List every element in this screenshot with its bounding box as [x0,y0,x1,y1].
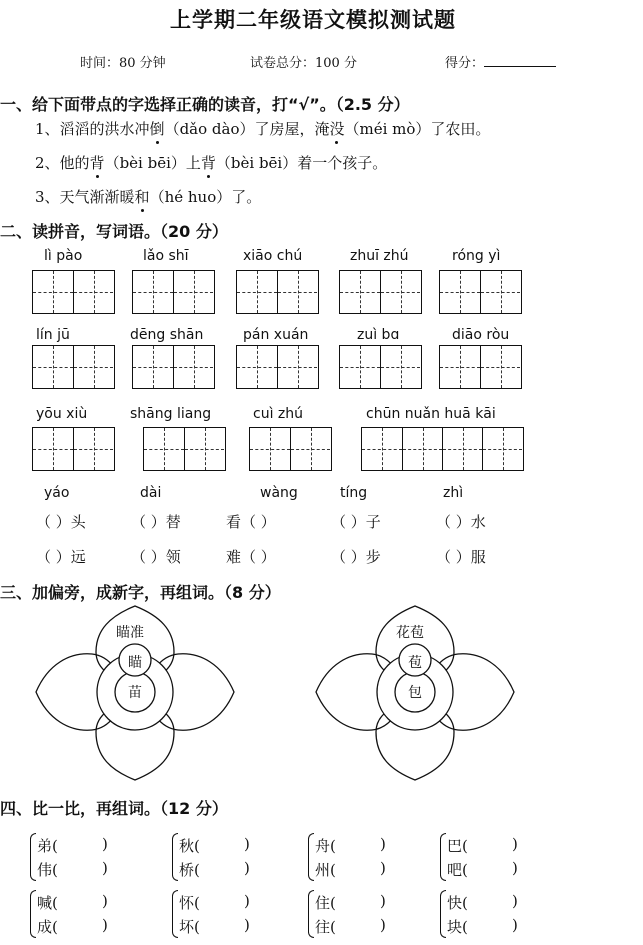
pinyin-label: lǎo shī [143,248,189,264]
q3-text-c: （hé huo）了。 [149,188,262,206]
flower-middle-char: 瞄 [128,655,142,671]
pinyin-label: chūn nuǎn huā kāi [366,406,496,422]
answer-blank[interactable]: ) [244,892,250,910]
compare-char: 住( [315,894,336,912]
pinyin-label: wàng [260,485,298,501]
brace-bracket [308,890,314,938]
flower-petal-word: 花苞 [396,625,424,641]
answer-blank[interactable]: ) [102,892,108,910]
brace-bracket [440,833,446,881]
brace-bracket [30,890,36,938]
pinyin-label: shāng liang [130,406,212,422]
q1-text-a: 1、滔滔的洪水冲 [35,120,150,138]
answer-blank[interactable]: ) [512,835,518,853]
writing-grid[interactable] [339,270,422,314]
section-1-heading: 一、给下面带点的字选择正确的读音，打“√”。（2.5 分） [0,95,410,114]
answer-blank[interactable]: ) [380,859,386,877]
writing-grid[interactable] [249,427,332,471]
q2-text-a: 2、他的 [35,154,90,172]
writing-grid[interactable] [236,345,319,389]
pinyin-label: zhuī zhú [350,248,409,264]
compare-char: 往( [315,918,336,936]
answer-blank[interactable]: ) [512,892,518,910]
question-1-1 [35,118,490,139]
answer-blank[interactable]: ) [102,916,108,934]
writing-grid[interactable] [32,427,115,471]
compare-char: 喊( [37,894,58,912]
fill-blank[interactable]: 难（ ） [226,548,276,566]
time-label: 时间：80 分钟 [80,56,166,71]
answer-blank[interactable]: ) [512,916,518,934]
compare-char: 吧( [447,861,468,879]
q2-text-b: （bèi bēi）上 [104,154,201,172]
writing-grid[interactable] [236,270,319,314]
pinyin-label: lín jū [36,327,70,343]
score-text: 得分： [445,56,485,71]
pinyin-label: yōu xiù [36,406,88,422]
section-2-heading: 二、读拼音，写词语。（20 分） [0,222,228,241]
answer-blank[interactable]: ) [380,916,386,934]
brace-bracket [172,833,178,881]
answer-blank[interactable]: ) [244,916,250,934]
flower-middle-char: 苞 [408,655,422,671]
question-1-3 [35,186,261,207]
flower-center-char: 苗 [128,685,142,701]
writing-grid[interactable] [32,345,115,389]
fill-blank[interactable]: （ ）子 [331,513,381,531]
q1-text-b: （dǎo dào）了房屋，淹 [164,120,330,138]
brace-bracket [440,890,446,938]
q1-dotted-char-1: 倒 [149,120,165,138]
pinyin-label: zhì [443,485,464,501]
page-title: 上学期二年级语文模拟测试题 [170,8,456,32]
pinyin-label: lì pào [44,248,83,264]
flower-center-char: 包 [408,685,422,701]
section-3-heading: 三、加偏旁，成新字，再组词。（8 分） [0,583,281,602]
compare-char: 快( [447,894,468,912]
pinyin-label: xiāo chú [243,248,303,264]
pinyin-label: róng yì [452,248,501,264]
compare-char: 州( [315,861,336,879]
writing-grid[interactable] [132,345,215,389]
writing-grid[interactable] [143,427,226,471]
compare-char: 坏( [179,918,200,936]
q1-dotted-char-2: 没 [329,120,345,138]
pinyin-label: zuì bɑ [357,327,400,343]
writing-grid[interactable] [439,345,522,389]
question-1-2 [35,152,387,173]
pinyin-label: diāo ròu [452,327,510,343]
flower-petal-word: 瞄准 [116,625,144,641]
pinyin-label: dēng shān [130,327,204,343]
q2-dotted-char-1: 背 [89,154,105,172]
compare-char: 桥( [179,861,200,879]
pinyin-label: cuì zhú [253,406,304,422]
answer-blank[interactable]: ) [244,835,250,853]
writing-grid[interactable] [339,345,422,389]
section-4-heading: 四、比一比，再组词。（12 分） [0,799,228,818]
writing-grid[interactable] [132,270,215,314]
fill-blank[interactable]: 看（ ） [226,513,276,531]
fill-blank[interactable]: （ ）步 [331,548,381,566]
brace-bracket [30,833,36,881]
compare-char: 成( [37,918,58,936]
q2-dotted-char-2: 背 [200,154,216,172]
compare-char: 秋( [179,837,200,855]
pinyin-label: pán xuán [243,327,309,343]
fill-blank[interactable]: （ ）服 [436,548,486,566]
answer-blank[interactable]: ) [244,859,250,877]
fill-blank[interactable]: （ ）水 [436,513,486,531]
total-score-label: 试卷总分：100 分 [250,56,357,71]
compare-char: 块( [447,918,468,936]
writing-grid[interactable] [439,270,522,314]
fill-blank[interactable]: （ ）头 [36,513,86,531]
q1-text-c: （méi mò）了农田。 [344,120,491,138]
answer-blank[interactable]: ) [102,835,108,853]
q2-text-c: （bèi bēi）着一个孩子。 [215,154,388,172]
writing-grid[interactable] [32,270,115,314]
answer-blank[interactable]: ) [380,835,386,853]
answer-blank[interactable]: ) [380,892,386,910]
compare-char: 怀( [179,894,200,912]
score-blank[interactable] [484,54,556,67]
brace-bracket [172,890,178,938]
fill-blank[interactable]: （ ）替 [131,513,181,531]
score-label [445,52,556,71]
brace-bracket [308,833,314,881]
answer-blank[interactable]: ) [512,859,518,877]
writing-grid-4[interactable] [361,427,524,471]
compare-char: 舟( [315,837,336,855]
q3-dotted-char-1: 和 [134,188,150,206]
compare-char: 伟( [37,861,58,879]
fill-blank[interactable]: （ ）远 [36,548,86,566]
fill-blank[interactable]: （ ）领 [131,548,181,566]
pinyin-label: dài [140,485,162,501]
answer-blank[interactable]: ) [102,859,108,877]
q3-text-a: 3、天气渐渐暖 [35,188,135,206]
pinyin-label: tíng [340,485,368,501]
compare-char: 巴( [447,837,468,855]
pinyin-label: yáo [44,485,70,501]
compare-char: 弟( [37,837,58,855]
